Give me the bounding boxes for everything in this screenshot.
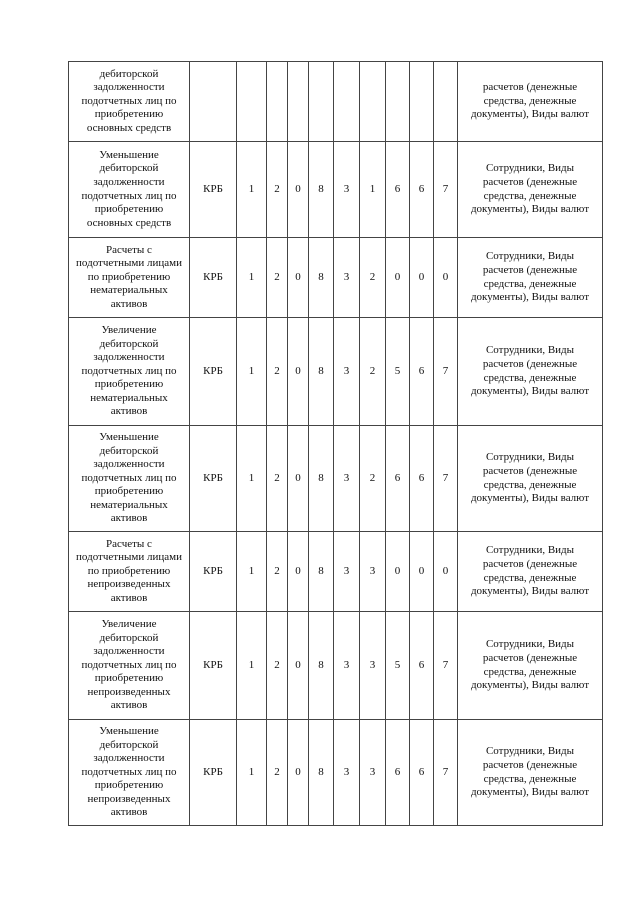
analytics-cell: Сотрудники, Виды расчетов (денежные средства, денежные документы), Виды валют — [458, 238, 603, 318]
table-row — [69, 720, 603, 826]
account-digit-cell — [237, 62, 267, 142]
account-digit-cell: 2 — [267, 238, 288, 318]
table-row — [69, 426, 603, 532]
account-digit-cell: 2 — [267, 318, 288, 426]
account-digit-cell: 3 — [334, 318, 360, 426]
account-name-cell: Расчеты с подотчетными лицами по приобретению нематериальных активов — [69, 238, 190, 318]
account-digit-cell: 0 — [386, 532, 410, 612]
table-body — [69, 62, 603, 826]
account-digit-cell: 2 — [360, 318, 386, 426]
account-name-cell: дебиторской задолженности подотчетных лиц по приобретению основных средств — [69, 62, 190, 142]
account-digit-cell: 1 — [360, 142, 386, 238]
table-row — [69, 238, 603, 318]
analytics-cell: Сотрудники, Виды расчетов (денежные средства, денежные документы), Виды валют — [458, 318, 603, 426]
account-digit-cell: 8 — [309, 426, 334, 532]
account-digit-cell — [360, 62, 386, 142]
code-cell: КРБ — [190, 142, 237, 238]
account-digit-cell: 0 — [410, 238, 434, 318]
account-digit-cell: 8 — [309, 318, 334, 426]
account-digit-cell: 7 — [434, 426, 458, 532]
account-digit-cell: 3 — [334, 426, 360, 532]
account-digit-cell: 3 — [334, 720, 360, 826]
account-digit-cell: 6 — [410, 720, 434, 826]
account-digit-cell: 8 — [309, 238, 334, 318]
analytics-cell: Сотрудники, Виды расчетов (денежные средства, денежные документы), Виды валют — [458, 532, 603, 612]
account-digit-cell — [334, 62, 360, 142]
accounts-table — [68, 61, 603, 826]
account-digit-cell: 3 — [334, 142, 360, 238]
account-digit-cell: 1 — [237, 318, 267, 426]
table-row — [69, 532, 603, 612]
account-digit-cell — [386, 62, 410, 142]
account-digit-cell — [267, 62, 288, 142]
account-digit-cell: 5 — [386, 318, 410, 426]
account-digit-cell: 0 — [288, 238, 309, 318]
account-digit-cell: 6 — [410, 612, 434, 720]
account-digit-cell: 0 — [288, 612, 309, 720]
code-cell — [190, 62, 237, 142]
account-digit-cell — [410, 62, 434, 142]
code-cell: КРБ — [190, 532, 237, 612]
account-digit-cell: 7 — [434, 612, 458, 720]
analytics-cell: Сотрудники, Виды расчетов (денежные средства, денежные документы), Виды валют — [458, 720, 603, 826]
account-digit-cell: 5 — [386, 612, 410, 720]
account-digit-cell: 6 — [410, 142, 434, 238]
account-digit-cell: 1 — [237, 612, 267, 720]
account-digit-cell: 8 — [309, 532, 334, 612]
account-digit-cell: 6 — [386, 426, 410, 532]
table-row — [69, 142, 603, 238]
account-digit-cell: 7 — [434, 318, 458, 426]
account-digit-cell: 1 — [237, 532, 267, 612]
account-digit-cell: 2 — [267, 426, 288, 532]
account-name-cell: Уменьшение дебиторской задолженности подотчетных лиц по приобретению основных средств — [69, 142, 190, 238]
table-row — [69, 62, 603, 142]
account-digit-cell: 2 — [267, 720, 288, 826]
account-digit-cell: 2 — [267, 532, 288, 612]
account-name-cell: Увеличение дебиторской задолженности подотчетных лиц по приобретению непроизведенных активов — [69, 612, 190, 720]
account-digit-cell: 1 — [237, 426, 267, 532]
account-digit-cell — [309, 62, 334, 142]
account-digit-cell: 1 — [237, 238, 267, 318]
account-digit-cell: 6 — [386, 142, 410, 238]
account-digit-cell: 3 — [360, 532, 386, 612]
table-row — [69, 318, 603, 426]
account-digit-cell: 6 — [386, 720, 410, 826]
account-digit-cell — [288, 62, 309, 142]
analytics-cell: расчетов (денежные средства, денежные документы), Виды валют — [458, 62, 603, 142]
account-digit-cell: 7 — [434, 142, 458, 238]
account-digit-cell: 6 — [410, 318, 434, 426]
account-digit-cell: 0 — [288, 426, 309, 532]
account-digit-cell: 3 — [334, 532, 360, 612]
account-digit-cell: 2 — [360, 426, 386, 532]
account-digit-cell: 2 — [267, 142, 288, 238]
table-row — [69, 612, 603, 720]
account-digit-cell: 2 — [267, 612, 288, 720]
code-cell: КРБ — [190, 318, 237, 426]
account-digit-cell: 0 — [410, 532, 434, 612]
analytics-cell: Сотрудники, Виды расчетов (денежные средства, денежные документы), Виды валют — [458, 426, 603, 532]
account-digit-cell: 6 — [410, 426, 434, 532]
code-cell: КРБ — [190, 238, 237, 318]
account-digit-cell: 1 — [237, 142, 267, 238]
code-cell: КРБ — [190, 720, 237, 826]
account-digit-cell: 1 — [237, 720, 267, 826]
account-name-cell: Увеличение дебиторской задолженности подотчетных лиц по приобретению нематериальных активов — [69, 318, 190, 426]
account-digit-cell: 3 — [334, 238, 360, 318]
account-digit-cell: 0 — [288, 142, 309, 238]
account-digit-cell: 3 — [360, 612, 386, 720]
account-digit-cell: 7 — [434, 720, 458, 826]
account-digit-cell: 0 — [288, 532, 309, 612]
analytics-cell: Сотрудники, Виды расчетов (денежные средства, денежные документы), Виды валют — [458, 142, 603, 238]
analytics-cell: Сотрудники, Виды расчетов (денежные средства, денежные документы), Виды валют — [458, 612, 603, 720]
account-digit-cell: 0 — [434, 238, 458, 318]
account-name-cell: Расчеты с подотчетными лицами по приобретению непроизведенных активов — [69, 532, 190, 612]
account-digit-cell: 8 — [309, 720, 334, 826]
account-digit-cell: 2 — [360, 238, 386, 318]
account-digit-cell: 0 — [288, 720, 309, 826]
account-digit-cell: 0 — [386, 238, 410, 318]
account-name-cell: Уменьшение дебиторской задолженности подотчетных лиц по приобретению нематериальных активов — [69, 426, 190, 532]
code-cell: КРБ — [190, 612, 237, 720]
account-digit-cell: 0 — [434, 532, 458, 612]
account-digit-cell — [434, 62, 458, 142]
account-digit-cell: 3 — [360, 720, 386, 826]
code-cell: КРБ — [190, 426, 237, 532]
account-name-cell: Уменьшение дебиторской задолженности подотчетных лиц по приобретению непроизведенных активов — [69, 720, 190, 826]
account-digit-cell: 0 — [288, 318, 309, 426]
account-digit-cell: 8 — [309, 142, 334, 238]
account-digit-cell: 8 — [309, 612, 334, 720]
account-digit-cell: 3 — [334, 612, 360, 720]
